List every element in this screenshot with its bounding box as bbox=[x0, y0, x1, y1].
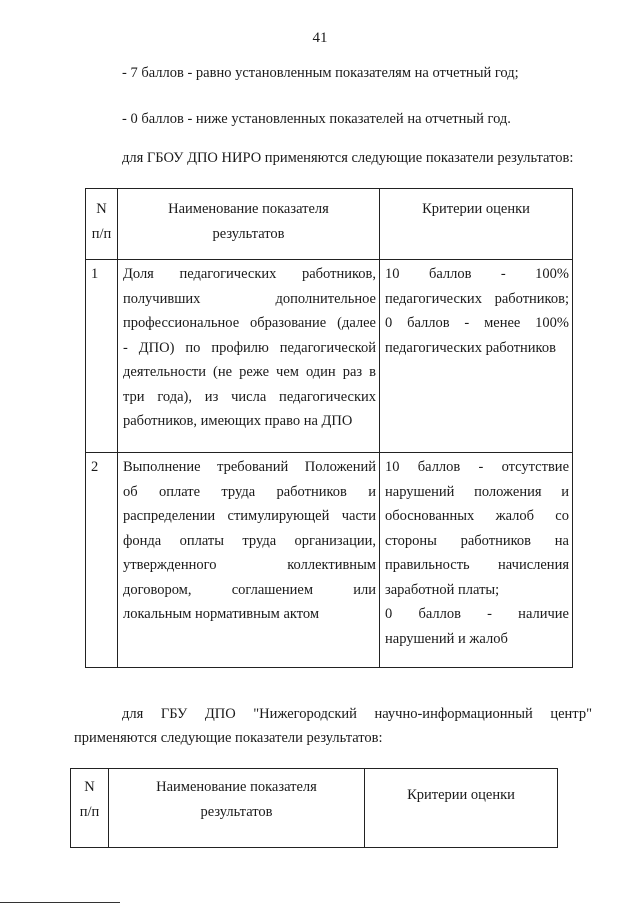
row-criteria-line: правильность начисления bbox=[385, 557, 569, 573]
row-name bbox=[118, 260, 380, 453]
row-num: 1 bbox=[86, 260, 118, 453]
text-line-1: - 7 баллов - равно установленным показателям на отчетный год; bbox=[122, 65, 519, 81]
header-name-line-1: Наименование показателя bbox=[168, 201, 329, 217]
header-num bbox=[71, 769, 109, 848]
header-name-line-2: результатов bbox=[200, 803, 273, 820]
row-name-line: распределении стимулирующей части bbox=[123, 508, 376, 524]
table-row bbox=[86, 453, 573, 668]
header-criteria bbox=[380, 189, 573, 260]
table-header-row bbox=[71, 769, 558, 848]
header-name-line-2: результатов bbox=[212, 225, 285, 242]
header-name bbox=[118, 189, 380, 260]
row-criteria-line: нарушений положения и bbox=[385, 483, 569, 500]
row-name-line: утвержденного коллективным bbox=[123, 557, 376, 573]
paragraph-niic-line-1: для ГБУ ДПО "Нижегородский научно-информационный центр" bbox=[122, 706, 592, 722]
row-criteria-line: обоснованных жалоб со bbox=[385, 508, 569, 524]
row-name-line: Доля педагогических работников, bbox=[123, 266, 376, 282]
row-name-line: деятельности (не реже чем один раз в bbox=[123, 364, 376, 380]
table-row bbox=[86, 260, 573, 453]
header-num-line-2: п/п bbox=[79, 803, 100, 820]
row-name bbox=[118, 453, 380, 668]
row-criteria-line: 0 баллов - менее 100% bbox=[385, 315, 569, 331]
page-number: 41 bbox=[312, 30, 328, 46]
row-criteria-line: 10 баллов - 100% bbox=[385, 266, 569, 282]
indicators-table-niic bbox=[70, 768, 558, 848]
row-num: 2 bbox=[86, 453, 118, 668]
text-line-3: для ГБОУ ДПО НИРО применяются следующие показатели результатов: bbox=[122, 150, 574, 166]
row-name-line: три года), из числа педагогических bbox=[123, 388, 376, 405]
header-criteria bbox=[365, 769, 558, 848]
header-num-line-1: N bbox=[96, 201, 107, 217]
header-num-line-1: N bbox=[84, 779, 95, 795]
header-criteria-text: Критерии оценки bbox=[407, 787, 515, 803]
row-criteria bbox=[380, 260, 573, 453]
row-criteria bbox=[380, 453, 573, 668]
row-name-line: - ДПО) по профилю педагогической bbox=[123, 339, 376, 356]
row-criteria-line: 10 баллов - отсутствие bbox=[385, 459, 569, 475]
header-num-line-2: п/п bbox=[91, 225, 112, 242]
row-name-line: фонда оплаты труда организации, bbox=[123, 532, 376, 549]
row-name-line: получивших дополнительное bbox=[123, 290, 376, 307]
header-name-line-1: Наименование показателя bbox=[156, 779, 317, 795]
header-name bbox=[109, 769, 365, 848]
row-criteria-line: педагогических работников bbox=[385, 339, 556, 356]
row-criteria-line: заработной платы; bbox=[385, 581, 500, 598]
table-header-row bbox=[86, 189, 573, 260]
row-name-line: локальным нормативным актом bbox=[123, 606, 320, 622]
row-criteria-line: стороны работников на bbox=[385, 532, 569, 549]
row-name-line: договором, соглашением или bbox=[123, 581, 376, 598]
row-criteria-line: нарушений и жалоб bbox=[385, 630, 508, 647]
row-name-line: Выполнение требований Положений bbox=[123, 459, 376, 475]
row-criteria-line: 0 баллов - наличие bbox=[385, 606, 569, 622]
header-num bbox=[86, 189, 118, 260]
row-criteria-line: педагогических работников; bbox=[385, 290, 569, 307]
paragraph-niic-line-2: применяются следующие показатели результатов: bbox=[74, 730, 383, 746]
row-name-line: об оплате труда работников и bbox=[123, 483, 376, 500]
row-name-line: профессиональное образование (далее bbox=[123, 315, 376, 331]
footnote-rule bbox=[0, 902, 120, 903]
header-criteria-text: Критерии оценки bbox=[422, 201, 530, 217]
indicators-table-niro bbox=[85, 188, 573, 668]
text-line-2: - 0 баллов - ниже установленных показателей на отчетный год. bbox=[122, 111, 511, 127]
row-name-line: работников, имеющих право на ДПО bbox=[123, 413, 353, 429]
